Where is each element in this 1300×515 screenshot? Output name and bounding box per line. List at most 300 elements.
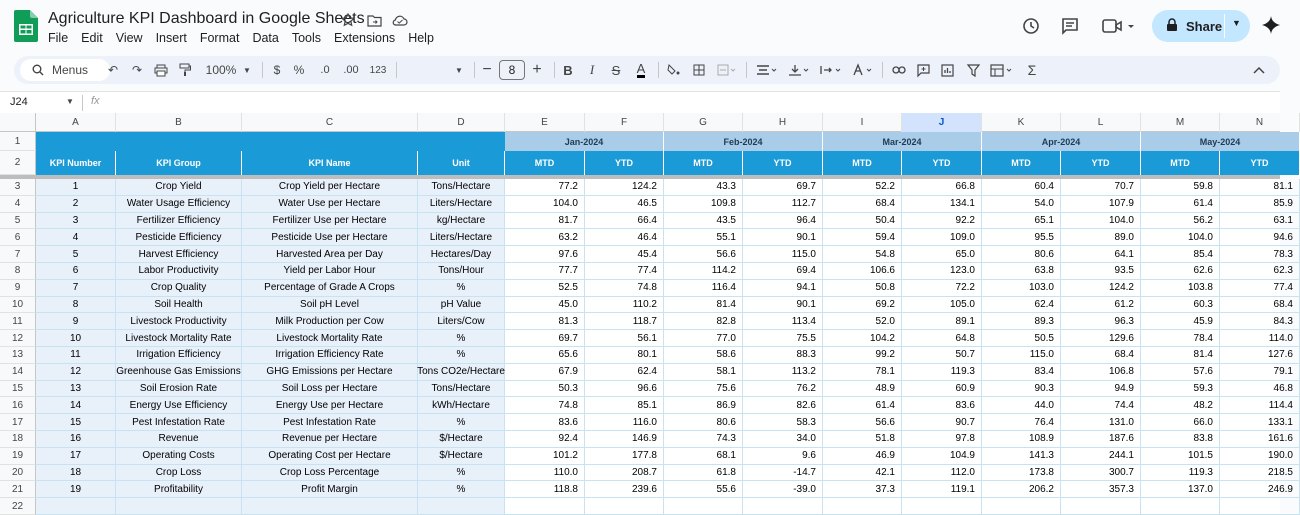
kpi-group-cell[interactable]: Soil Erosion Rate (116, 381, 242, 398)
empty-cell[interactable] (664, 498, 743, 515)
mtd-value-cell[interactable]: 81.3 (505, 313, 585, 330)
kpi-number-cell[interactable]: 15 (36, 414, 116, 431)
row-header-7[interactable]: 7 (0, 246, 36, 263)
ytd-value-cell[interactable]: 70.7 (1061, 179, 1141, 196)
mtd-value-cell[interactable]: 106.6 (823, 263, 902, 280)
mtd-value-cell[interactable]: 116.4 (664, 280, 743, 297)
mtd-value-cell[interactable]: 61.4 (823, 397, 902, 414)
mtd-value-cell[interactable]: 50.3 (505, 381, 585, 398)
kpi-group-cell[interactable]: Water Usage Efficiency (116, 196, 242, 213)
mtd-value-cell[interactable]: 66.0 (1141, 414, 1220, 431)
row-header-22[interactable]: 22 (0, 498, 36, 515)
kpi-number-cell[interactable]: 2 (36, 196, 116, 213)
star-icon[interactable] (340, 12, 356, 28)
ytd-value-cell[interactable]: 74.8 (585, 280, 664, 297)
mtd-value-cell[interactable]: 63.2 (505, 229, 585, 246)
menu-data[interactable]: Data (252, 31, 279, 45)
row-header-13[interactable]: 13 (0, 347, 36, 364)
row-header-1[interactable]: 1 (0, 132, 36, 151)
more-formats-button[interactable]: 123 (369, 64, 387, 76)
ytd-value-cell[interactable]: 127.6 (1220, 347, 1300, 364)
kpi-number-cell[interactable]: 9 (36, 313, 116, 330)
mtd-value-cell[interactable]: 118.8 (505, 481, 585, 498)
ytd-value-cell[interactable]: 97.8 (902, 431, 982, 448)
mtd-value-cell[interactable]: 50.5 (982, 330, 1061, 347)
mtd-value-cell[interactable]: 103.0 (982, 280, 1061, 297)
kpi-name-cell[interactable]: Livestock Mortality Rate (242, 330, 418, 347)
name-box-dropdown-icon[interactable]: ▼ (66, 97, 74, 106)
column-header-k[interactable]: K (982, 113, 1061, 132)
menu-insert[interactable]: Insert (155, 31, 187, 45)
kpi-group-cell[interactable]: Crop Loss (116, 465, 242, 482)
menu-view[interactable]: View (115, 31, 143, 45)
move-folder-icon[interactable] (366, 12, 382, 28)
kpi-number-cell[interactable]: 16 (36, 431, 116, 448)
ytd-value-cell[interactable]: 187.6 (1061, 431, 1141, 448)
ytd-value-cell[interactable]: 34.0 (743, 431, 823, 448)
ytd-value-cell[interactable]: 84.3 (1220, 313, 1300, 330)
decrease-decimal-button[interactable]: .0 (320, 64, 330, 76)
text-rotation-icon[interactable] (850, 56, 876, 84)
mtd-value-cell[interactable]: 68.1 (664, 448, 743, 465)
ytd-value-cell[interactable]: 45.4 (585, 246, 664, 263)
ytd-value-cell[interactable]: 112.7 (743, 196, 823, 213)
ytd-value-cell[interactable]: 118.7 (585, 313, 664, 330)
version-history-icon[interactable] (1021, 16, 1041, 36)
ytd-value-cell[interactable]: 114.0 (1220, 330, 1300, 347)
mtd-value-cell[interactable]: 62.6 (1141, 263, 1220, 280)
kpi-number-cell[interactable]: 18 (36, 465, 116, 482)
kpi-name-cell[interactable]: Crop Loss Percentage (242, 465, 418, 482)
unit-cell[interactable]: Hectares/Day (418, 246, 505, 263)
functions-icon[interactable]: Σ (1027, 62, 1037, 78)
ytd-value-cell[interactable]: 46.5 (585, 196, 664, 213)
mtd-value-cell[interactable]: 51.8 (823, 431, 902, 448)
column-header-j[interactable]: J (902, 113, 982, 132)
ytd-value-cell[interactable]: 94.6 (1220, 229, 1300, 246)
mtd-value-cell[interactable]: 137.0 (1141, 481, 1220, 498)
italic-icon[interactable]: I (589, 62, 595, 77)
kpi-group-cell[interactable]: Energy Use Efficiency (116, 397, 242, 414)
row-header-9[interactable]: 9 (0, 280, 36, 297)
ytd-value-cell[interactable]: 96.6 (585, 381, 664, 398)
menu-format[interactable]: Format (199, 31, 240, 45)
ytd-value-cell[interactable]: 61.2 (1061, 297, 1141, 314)
ytd-value-cell[interactable]: 60.9 (902, 381, 982, 398)
ytd-value-cell[interactable]: 131.0 (1061, 414, 1141, 431)
share-dropdown-icon[interactable]: ▼ (1232, 18, 1241, 28)
mtd-value-cell[interactable]: 101.5 (1141, 448, 1220, 465)
undo-icon[interactable]: ↶ (107, 63, 119, 77)
kpi-number-cell[interactable]: 3 (36, 213, 116, 230)
mtd-value-cell[interactable]: 119.3 (1141, 465, 1220, 482)
kpi-group-cell[interactable]: Pest Infestation Rate (116, 414, 242, 431)
column-header-g[interactable]: G (664, 113, 743, 132)
kpi-group-cell[interactable]: Crop Quality (116, 280, 242, 297)
mtd-value-cell[interactable]: 57.6 (1141, 364, 1220, 381)
kpi-number-cell[interactable]: 10 (36, 330, 116, 347)
kpi-name-cell[interactable]: Operating Cost per Hectare (242, 448, 418, 465)
ytd-value-cell[interactable]: 90.7 (902, 414, 982, 431)
ytd-value-cell[interactable]: 76.2 (743, 381, 823, 398)
kpi-group-cell[interactable]: Livestock Productivity (116, 313, 242, 330)
ytd-value-cell[interactable]: 124.2 (585, 179, 664, 196)
share-button[interactable] (1152, 10, 1250, 42)
mtd-value-cell[interactable]: 99.2 (823, 347, 902, 364)
mtd-value-cell[interactable]: 173.8 (982, 465, 1061, 482)
mtd-value-cell[interactable]: 92.4 (505, 431, 585, 448)
collapse-toolbar-icon[interactable] (1250, 56, 1268, 84)
ytd-value-cell[interactable]: 208.7 (585, 465, 664, 482)
ytd-value-cell[interactable]: 124.2 (1061, 280, 1141, 297)
mtd-value-cell[interactable]: 50.4 (823, 213, 902, 230)
ytd-value-cell[interactable]: 56.1 (585, 330, 664, 347)
ytd-value-cell[interactable]: 133.1 (1220, 414, 1300, 431)
empty-cell[interactable] (585, 498, 664, 515)
kpi-name-cell[interactable]: Soil Loss per Hectare (242, 381, 418, 398)
kpi-group-cell[interactable]: Labor Productivity (116, 263, 242, 280)
fill-color-icon[interactable] (664, 56, 682, 84)
menu-edit[interactable]: Edit (81, 31, 103, 45)
ytd-value-cell[interactable]: 64.8 (902, 330, 982, 347)
row-header-4[interactable]: 4 (0, 196, 36, 213)
kpi-group-cell[interactable]: Revenue (116, 431, 242, 448)
ytd-value-cell[interactable]: 90.1 (743, 297, 823, 314)
mtd-value-cell[interactable]: 85.4 (1141, 246, 1220, 263)
mtd-value-cell[interactable]: 75.6 (664, 381, 743, 398)
mtd-value-cell[interactable]: 206.2 (982, 481, 1061, 498)
mtd-value-cell[interactable]: 45.0 (505, 297, 585, 314)
horizontal-align-icon[interactable] (754, 56, 780, 84)
ytd-value-cell[interactable]: 123.0 (902, 263, 982, 280)
ytd-value-cell[interactable]: 161.6 (1220, 431, 1300, 448)
ytd-value-cell[interactable]: 69.7 (743, 179, 823, 196)
ytd-value-cell[interactable]: 300.7 (1061, 465, 1141, 482)
mtd-value-cell[interactable]: 86.9 (664, 397, 743, 414)
row-header-17[interactable]: 17 (0, 414, 36, 431)
column-header-b[interactable]: B (116, 113, 242, 132)
row-header-8[interactable]: 8 (0, 263, 36, 280)
ytd-value-cell[interactable]: -39.0 (743, 481, 823, 498)
mtd-value-cell[interactable]: 114.2 (664, 263, 743, 280)
mtd-value-cell[interactable]: 59.3 (1141, 381, 1220, 398)
ytd-value-cell[interactable]: 81.1 (1220, 179, 1300, 196)
empty-cell[interactable] (902, 498, 982, 515)
font-size-decrease-button[interactable]: − (482, 61, 492, 78)
ytd-value-cell[interactable]: 50.7 (902, 347, 982, 364)
unit-cell[interactable]: Tons/Hectare (418, 179, 505, 196)
ytd-value-cell[interactable]: 74.4 (1061, 397, 1141, 414)
ytd-value-cell[interactable]: 77.4 (585, 263, 664, 280)
ytd-value-cell[interactable]: 177.8 (585, 448, 664, 465)
mtd-value-cell[interactable]: 48.2 (1141, 397, 1220, 414)
ytd-value-cell[interactable]: 190.0 (1220, 448, 1300, 465)
kpi-number-cell[interactable]: 7 (36, 280, 116, 297)
mtd-value-cell[interactable]: 67.9 (505, 364, 585, 381)
mtd-value-cell[interactable]: 81.7 (505, 213, 585, 230)
mtd-value-cell[interactable]: 54.8 (823, 246, 902, 263)
unit-cell[interactable]: $/Hectare (418, 431, 505, 448)
ytd-value-cell[interactable]: 64.1 (1061, 246, 1141, 263)
column-header-h[interactable]: H (743, 113, 823, 132)
ytd-value-cell[interactable]: 113.4 (743, 313, 823, 330)
kpi-number-cell[interactable]: 6 (36, 263, 116, 280)
kpi-number-cell[interactable]: 12 (36, 364, 116, 381)
ytd-value-cell[interactable]: 63.1 (1220, 213, 1300, 230)
mtd-value-cell[interactable]: 74.8 (505, 397, 585, 414)
mtd-value-cell[interactable]: 56.6 (823, 414, 902, 431)
ytd-value-cell[interactable]: 72.2 (902, 280, 982, 297)
kpi-number-cell[interactable]: 4 (36, 229, 116, 246)
ytd-value-cell[interactable]: 239.6 (585, 481, 664, 498)
kpi-group-cell[interactable]: Irrigation Efficiency (116, 347, 242, 364)
ytd-value-cell[interactable]: 85.1 (585, 397, 664, 414)
mtd-value-cell[interactable]: 110.0 (505, 465, 585, 482)
mtd-value-cell[interactable]: 77.0 (664, 330, 743, 347)
empty-cell[interactable] (1141, 498, 1220, 515)
ytd-value-cell[interactable]: 58.3 (743, 414, 823, 431)
ytd-value-cell[interactable]: 357.3 (1061, 481, 1141, 498)
font-dropdown-icon[interactable]: ▼ (455, 65, 463, 75)
unit-cell[interactable]: $/Hectare (418, 448, 505, 465)
kpi-name-cell[interactable]: Crop Yield per Hectare (242, 179, 418, 196)
menu-tools[interactable]: Tools (291, 31, 322, 45)
ytd-value-cell[interactable]: 89.0 (1061, 229, 1141, 246)
mtd-value-cell[interactable]: 58.6 (664, 347, 743, 364)
kpi-name-cell[interactable]: Fertilizer Use per Hectare (242, 213, 418, 230)
mtd-value-cell[interactable]: 104.0 (505, 196, 585, 213)
mtd-value-cell[interactable]: 56.2 (1141, 213, 1220, 230)
column-header-l[interactable]: L (1061, 113, 1141, 132)
mtd-value-cell[interactable]: 81.4 (1141, 347, 1220, 364)
kpi-name-cell[interactable]: Water Use per Hectare (242, 196, 418, 213)
kpi-group-cell[interactable]: Greenhouse Gas Emissions (116, 364, 242, 381)
kpi-name-cell[interactable]: GHG Emissions per Hectare (242, 364, 418, 381)
unit-cell[interactable]: % (418, 414, 505, 431)
strikethrough-icon[interactable]: S (611, 62, 621, 78)
kpi-group-cell[interactable]: Crop Yield (116, 179, 242, 196)
mtd-value-cell[interactable]: 97.6 (505, 246, 585, 263)
ytd-value-cell[interactable]: 93.5 (1061, 263, 1141, 280)
kpi-group-cell[interactable]: Livestock Mortality Rate (116, 330, 242, 347)
empty-cell[interactable] (823, 498, 902, 515)
kpi-group-cell[interactable]: Harvest Efficiency (116, 246, 242, 263)
font-size-increase-button[interactable]: + (532, 61, 542, 78)
mtd-value-cell[interactable]: 52.2 (823, 179, 902, 196)
mtd-value-cell[interactable]: 109.8 (664, 196, 743, 213)
ytd-value-cell[interactable]: 69.4 (743, 263, 823, 280)
ytd-value-cell[interactable]: 244.1 (1061, 448, 1141, 465)
kpi-number-cell[interactable]: 14 (36, 397, 116, 414)
mtd-value-cell[interactable]: 65.6 (505, 347, 585, 364)
unit-cell[interactable]: Liters/Cow (418, 313, 505, 330)
mtd-value-cell[interactable]: 58.1 (664, 364, 743, 381)
mtd-value-cell[interactable]: 89.3 (982, 313, 1061, 330)
kpi-number-cell[interactable]: 5 (36, 246, 116, 263)
ytd-value-cell[interactable]: 94.9 (1061, 381, 1141, 398)
ytd-value-cell[interactable]: 104.9 (902, 448, 982, 465)
mtd-value-cell[interactable]: 42.1 (823, 465, 902, 482)
unit-cell[interactable]: % (418, 347, 505, 364)
column-header-a[interactable]: A (36, 113, 116, 132)
ytd-value-cell[interactable]: 246.9 (1220, 481, 1300, 498)
empty-cell[interactable] (116, 498, 242, 515)
percent-format-button[interactable]: % (293, 63, 305, 77)
mtd-value-cell[interactable]: 77.2 (505, 179, 585, 196)
unit-cell[interactable]: kWh/Hectare (418, 397, 505, 414)
kpi-name-cell[interactable]: Harvested Area per Day (242, 246, 418, 263)
mtd-value-cell[interactable]: 83.6 (505, 414, 585, 431)
mtd-value-cell[interactable]: 60.3 (1141, 297, 1220, 314)
ytd-value-cell[interactable]: 9.6 (743, 448, 823, 465)
mtd-value-cell[interactable]: 141.3 (982, 448, 1061, 465)
ytd-value-cell[interactable]: 65.0 (902, 246, 982, 263)
row-header-14[interactable]: 14 (0, 364, 36, 381)
ytd-value-cell[interactable]: 129.6 (1061, 330, 1141, 347)
ytd-value-cell[interactable]: 119.1 (902, 481, 982, 498)
mtd-value-cell[interactable]: 78.4 (1141, 330, 1220, 347)
mtd-value-cell[interactable]: 80.6 (982, 246, 1061, 263)
column-header-i[interactable]: I (823, 113, 902, 132)
kpi-name-cell[interactable]: Milk Production per Cow (242, 313, 418, 330)
mtd-value-cell[interactable]: 103.8 (1141, 280, 1220, 297)
ytd-value-cell[interactable]: 96.3 (1061, 313, 1141, 330)
mtd-value-cell[interactable]: 52.5 (505, 280, 585, 297)
unit-cell[interactable]: Liters/Hectare (418, 229, 505, 246)
merge-cells-icon[interactable] (714, 56, 740, 84)
ytd-value-cell[interactable]: 94.1 (743, 280, 823, 297)
kpi-number-cell[interactable]: 13 (36, 381, 116, 398)
unit-cell[interactable]: % (418, 330, 505, 347)
row-header-11[interactable]: 11 (0, 313, 36, 330)
unit-cell[interactable]: kg/Hectare (418, 213, 505, 230)
kpi-name-cell[interactable]: Irrigation Efficiency Rate (242, 347, 418, 364)
ytd-value-cell[interactable]: -14.7 (743, 465, 823, 482)
bold-icon[interactable]: B (563, 62, 573, 78)
gemini-icon[interactable] (1262, 16, 1282, 36)
mtd-value-cell[interactable]: 77.7 (505, 263, 585, 280)
ytd-value-cell[interactable]: 80.1 (585, 347, 664, 364)
mtd-value-cell[interactable]: 46.9 (823, 448, 902, 465)
insert-link-icon[interactable] (890, 56, 908, 84)
comments-icon[interactable] (1060, 16, 1080, 36)
ytd-value-cell[interactable]: 106.8 (1061, 364, 1141, 381)
mtd-value-cell[interactable]: 55.1 (664, 229, 743, 246)
ytd-value-cell[interactable]: 110.2 (585, 297, 664, 314)
row-header-19[interactable]: 19 (0, 448, 36, 465)
kpi-name-cell[interactable]: Soil pH Level (242, 297, 418, 314)
empty-cell[interactable] (242, 498, 418, 515)
vertical-align-icon[interactable] (786, 56, 812, 84)
mtd-value-cell[interactable]: 48.9 (823, 381, 902, 398)
kpi-number-cell[interactable]: 11 (36, 347, 116, 364)
menu-help[interactable]: Help (408, 31, 434, 45)
paint-format-icon[interactable] (176, 56, 194, 84)
mtd-value-cell[interactable]: 61.4 (1141, 196, 1220, 213)
spreadsheet-grid[interactable] (0, 113, 1293, 514)
ytd-value-cell[interactable]: 115.0 (743, 246, 823, 263)
mtd-value-cell[interactable]: 104.2 (823, 330, 902, 347)
unit-cell[interactable]: Liters/Hectare (418, 196, 505, 213)
ytd-value-cell[interactable]: 105.0 (902, 297, 982, 314)
column-header-d[interactable]: D (418, 113, 505, 132)
kpi-group-cell[interactable]: Operating Costs (116, 448, 242, 465)
column-header-f[interactable]: F (585, 113, 664, 132)
ytd-value-cell[interactable]: 82.6 (743, 397, 823, 414)
empty-cell[interactable] (1220, 498, 1300, 515)
mtd-value-cell[interactable]: 43.5 (664, 213, 743, 230)
mtd-value-cell[interactable]: 78.1 (823, 364, 902, 381)
mtd-value-cell[interactable]: 101.2 (505, 448, 585, 465)
ytd-value-cell[interactable]: 46.4 (585, 229, 664, 246)
row-header-5[interactable]: 5 (0, 213, 36, 230)
borders-icon[interactable] (690, 56, 708, 84)
empty-cell[interactable] (743, 498, 823, 515)
mtd-value-cell[interactable]: 80.6 (664, 414, 743, 431)
unit-cell[interactable]: Tons/Hectare (418, 381, 505, 398)
menus-search[interactable] (20, 59, 110, 81)
unit-cell[interactable]: % (418, 465, 505, 482)
mtd-value-cell[interactable]: 43.3 (664, 179, 743, 196)
mtd-value-cell[interactable]: 95.5 (982, 229, 1061, 246)
ytd-value-cell[interactable]: 109.0 (902, 229, 982, 246)
ytd-value-cell[interactable]: 85.9 (1220, 196, 1300, 213)
mtd-value-cell[interactable]: 54.0 (982, 196, 1061, 213)
unit-cell[interactable]: % (418, 481, 505, 498)
kpi-name-cell[interactable]: Yield per Labor Hour (242, 263, 418, 280)
ytd-value-cell[interactable]: 119.3 (902, 364, 982, 381)
row-header-2[interactable]: 2 (0, 151, 36, 175)
document-title[interactable]: Agriculture KPI Dashboard in Google Sheets (48, 10, 365, 27)
filter-icon[interactable] (964, 56, 982, 84)
row-header-12[interactable]: 12 (0, 330, 36, 347)
font-size-input[interactable]: 8 (499, 60, 525, 80)
ytd-value-cell[interactable]: 92.2 (902, 213, 982, 230)
ytd-value-cell[interactable]: 62.3 (1220, 263, 1300, 280)
mtd-value-cell[interactable]: 81.4 (664, 297, 743, 314)
mtd-value-cell[interactable]: 104.0 (1141, 229, 1220, 246)
kpi-number-cell[interactable]: 19 (36, 481, 116, 498)
ytd-value-cell[interactable]: 83.6 (902, 397, 982, 414)
mtd-value-cell[interactable]: 83.8 (1141, 431, 1220, 448)
unit-cell[interactable]: % (418, 280, 505, 297)
sheets-logo-icon[interactable] (14, 10, 38, 42)
mtd-value-cell[interactable]: 74.3 (664, 431, 743, 448)
kpi-name-cell[interactable]: Pest Infestation Rate (242, 414, 418, 431)
ytd-value-cell[interactable]: 113.2 (743, 364, 823, 381)
ytd-value-cell[interactable]: 96.4 (743, 213, 823, 230)
ytd-value-cell[interactable]: 77.4 (1220, 280, 1300, 297)
text-color-icon[interactable]: A (636, 60, 646, 76)
ytd-value-cell[interactable]: 104.0 (1061, 213, 1141, 230)
row-header-21[interactable]: 21 (0, 481, 36, 498)
row-header-6[interactable]: 6 (0, 229, 36, 246)
kpi-group-cell[interactable]: Pesticide Efficiency (116, 229, 242, 246)
ytd-value-cell[interactable]: 218.5 (1220, 465, 1300, 482)
row-header-18[interactable]: 18 (0, 431, 36, 448)
ytd-value-cell[interactable]: 78.3 (1220, 246, 1300, 263)
mtd-value-cell[interactable]: 60.4 (982, 179, 1061, 196)
mtd-value-cell[interactable]: 37.3 (823, 481, 902, 498)
row-header-10[interactable]: 10 (0, 297, 36, 314)
increase-decimal-button[interactable]: .00 (343, 64, 359, 76)
mtd-value-cell[interactable]: 61.8 (664, 465, 743, 482)
empty-cell[interactable] (505, 498, 585, 515)
column-header-c[interactable]: C (242, 113, 418, 132)
print-icon[interactable] (152, 56, 170, 84)
mtd-value-cell[interactable]: 68.4 (823, 196, 902, 213)
ytd-value-cell[interactable]: 89.1 (902, 313, 982, 330)
